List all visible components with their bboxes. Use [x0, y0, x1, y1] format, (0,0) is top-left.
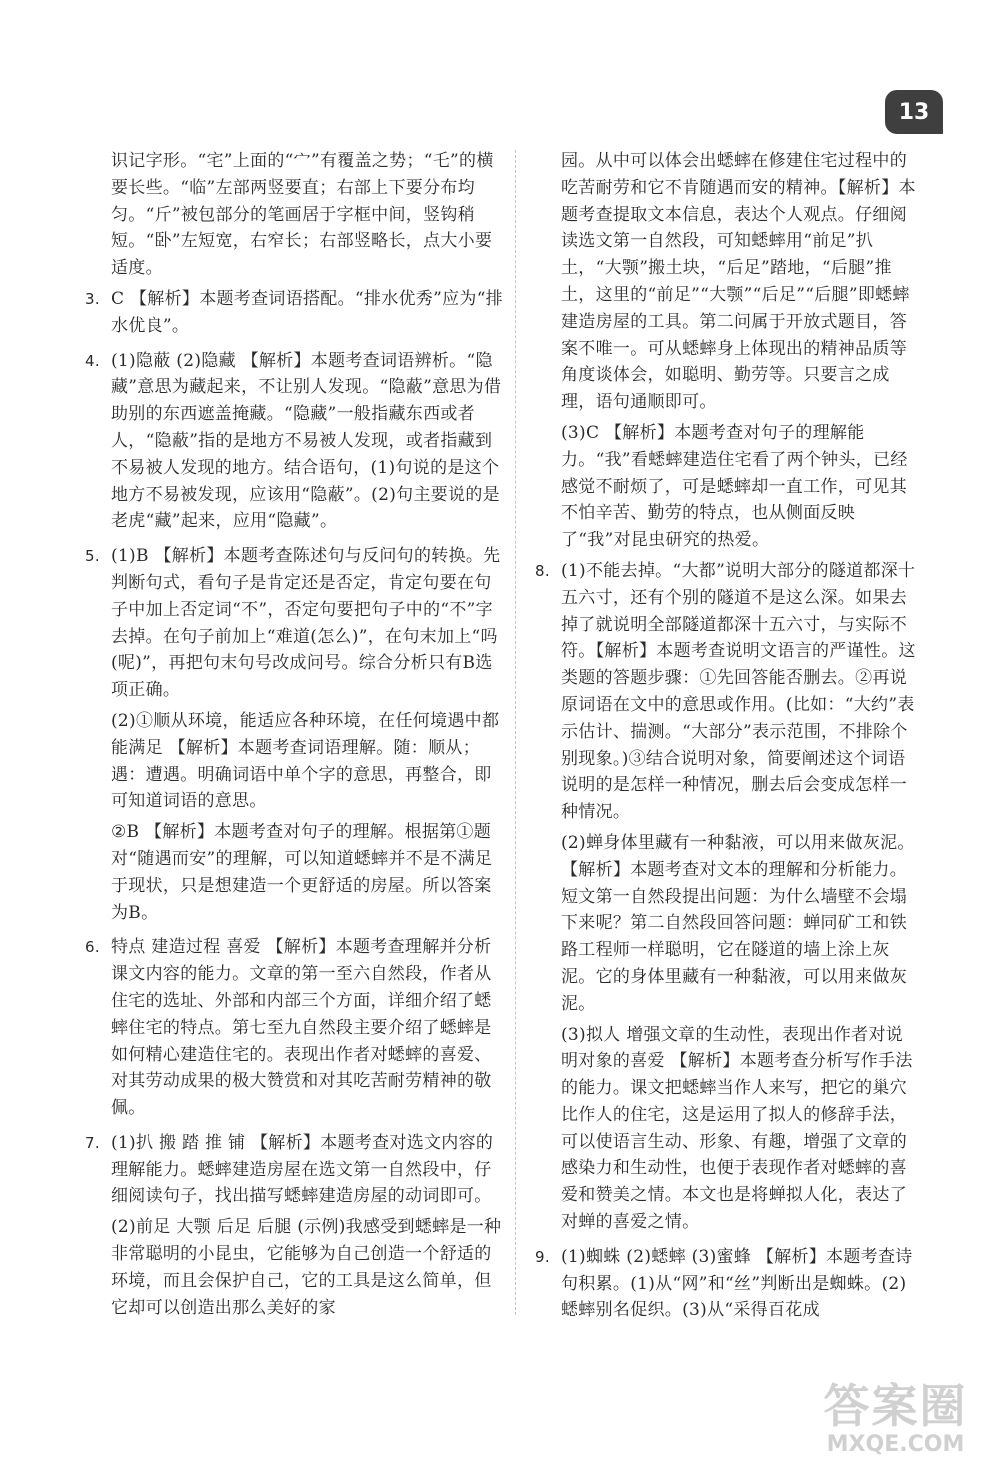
answer-text: (2)蝉身体里藏有一种黏液，可以用来做灰泥。【解析】本题考查对文本的理解和分析能力。短文第一自然段提出问题：为什么墙壁不会塌下来呢？第二自然段回答问题：蝉同矿工和铁路工程师一样聪明，它在隧道的墙上涂上灰泥。它的身体里藏有一种黏液，可以用来做灰泥。: [561, 832, 915, 1014]
right-column: [535, 148, 920, 1332]
watermark-url: MXQE.COM: [826, 1432, 965, 1457]
item-number: 8.: [535, 561, 550, 580]
answer-item-6: [85, 934, 505, 1126]
left-intro-text: 识记字形。“宅”上面的“宀”有覆盖之势；“乇”的横要长些。“临”左部两竖要直；右部上下要分布均匀。“斤”被包部分的笔画居于字框中间，竖钩稍短。“卧”左短宽，右窄长；右部竖略长，点大小要适度。: [111, 151, 494, 279]
answer-item-3: [85, 286, 505, 344]
item-number: 4.: [85, 351, 100, 370]
right-intro-subanswer: (3)C 【解析】本题考查对句子的理解能力。“我”看蟋蟀建造住宅看了两个钟头，已经感觉不耐烦了，可是蟋蟀却一直工作，可见其不怕辛苦、勤劳的特点，也从侧面反映了“我”对昆虫研究的热爱。: [561, 422, 908, 551]
answer-text: (2)①顺从环境，能适应各种环境，在任何境遇中都能满足 【解析】本题考查词语理解。随：顺从；遇：遭遇。明确词语中单个字的意思，再整合，即可知道词语的意思。: [111, 710, 500, 812]
answer-text: C 【解析】本题考查词语搭配。“排水优秀”应为“排水优良”。: [111, 288, 503, 336]
answer-text: (1)扒 搬 踏 推 铺 【解析】本题考查对选文内容的理解能力。蟋蟀建造房屋在选文第一自然段中，仔细阅读句子，找出描写蟋蟀建造房屋的动词即可。: [111, 1132, 494, 1207]
answer-item-7: [85, 1130, 505, 1326]
answer-text: (1)蜘蛛 (2)蟋蟀 (3)蜜蜂 【解析】本题考查诗句积累。(1)从“网”和“丝”判断出是蜘蛛。(2)蟋蟀别名促织。(3)从“采得百花成: [561, 1246, 913, 1321]
answer-item-5: [85, 543, 505, 930]
column-divider: [515, 150, 516, 1315]
item-number: 3.: [85, 289, 100, 308]
item-number: 5.: [85, 547, 100, 566]
page-number-badge: 13: [885, 90, 943, 134]
answer-text: 特点 建造过程 喜爱 【解析】本题考查理解并分析课文内容的能力。文章的第一至六自然段，作者从住宅的选址、外部和内部三个方面，详细介绍了蟋蟀住宅的特点。第七至九自然段主要介绍了蟋蟀是如何精心建造住宅的。表现出作者对蟋蟀的喜爱、对其劳动成果的极大赞赏和对其吃苦耐劳精神的敬佩。: [111, 937, 492, 1119]
answer-text: (1)隐蔽 (2)隐藏 【解析】本题考查词语辨析。“隐藏”意思为藏起来，不让别人发现。“隐蔽”意思为借助别的东西遮盖掩藏。“隐藏”一般指藏东西或者人，“隐蔽”指的是地方不易被人发现，或者指藏到不易被人发现的地方。结合语句，(1)句说的是这个地方不易被发现，应该用“隐蔽”。(2)句主要说的是老虎“藏”起来，应用“隐藏”。: [111, 350, 502, 532]
left-column: [85, 148, 505, 1329]
answer-item-9: [535, 1244, 920, 1328]
watermark-logo-text: 答案圈: [823, 1379, 968, 1433]
answer-text: (2)前足 大颚 后足 后腿 (示例)我感受到蟋蟀是一种非常聪明的小昆虫，它能够为自己创造一个舒适的环境，而且会保护自己，它的工具是这么简单，但它却可以创造出那么美好的家: [111, 1217, 502, 1318]
answer-text: (3)拟人 增强文章的生动性，表现出作者对说明对象的喜爱 【解析】本题考查分析写作手法的能力。课文把蟋蟀当作人来写，把它的巢穴比作人的住宅，这是运用了拟人的修辞手法，可以使语言生动、形象、有趣，增强了文章的感染力和生动性，也便于表现作者对蟋蟀的喜爱和赞美之情。本文也是将蝉拟人化，表达了对蝉的喜爱之情。: [561, 1024, 913, 1233]
answer-item-4: [85, 348, 505, 540]
answer-text: (1)不能去掉。“大都”说明大部分的隧道都深十五六寸，还有个别的隧道不是这么深。如果去掉了就说明全部隧道都深十五六寸，与实际不符。【解析】本题考查说明文语言的严谨性。这类题的答题步骤：①先回答能否删去。②再说原词语在文中的意思或作用。(比如：“大约”表示估计、揣测。“大部分”表示范围，不排除个别现象。)③结合说明对象，简要阐述这个词语说明的是怎样一种情况，删去后会变成怎样一种情况。: [561, 560, 916, 823]
item-number: 6.: [85, 938, 100, 957]
site-watermark: [808, 1380, 983, 1460]
answer-text: (1)B 【解析】本题考查陈述句与反问句的转换。先判断句式，看句子是肯定还是否定，肯定句要在句子中加上否定词“不”，否定句要把句子中的“不”字去掉。在句子前加上“难道(怎么)”，在句末加上“吗(呢)”，再把句末句号改成问号。综合分析只有B选项正确。: [111, 546, 501, 701]
answer-text: ②B 【解析】本题考查对句子的理解。根据第①题对“随遇而安”的理解，可以知道蟋蟀并不是不满足于现状，只是想建造一个更舒适的房屋。所以答案为B。: [111, 822, 493, 923]
answer-item-8: [535, 558, 920, 1240]
item-number: 7.: [85, 1133, 100, 1152]
right-intro-text: 园。从中可以体会出蟋蟀在修建住宅过程中的吃苦耐劳和它不肯随遇而安的精神。【解析】本题考查提取文本信息，表达个人观点。仔细阅读选文第一自然段，可知蟋蟀用“前足”扒土，“大颚”搬土块，“后足”踏地，“后腿”推土，这里的“前足”“大颚”“后足”“后腿”即蟋蟀建造房屋的工具。第二问属于开放式题目，答案不唯一。可从蟋蟀身上体现出的精神品质等角度谈体会，如聪明、勤劳等。只要言之成理，语句通顺即可。: [561, 151, 916, 413]
item-number: 9.: [535, 1247, 550, 1266]
